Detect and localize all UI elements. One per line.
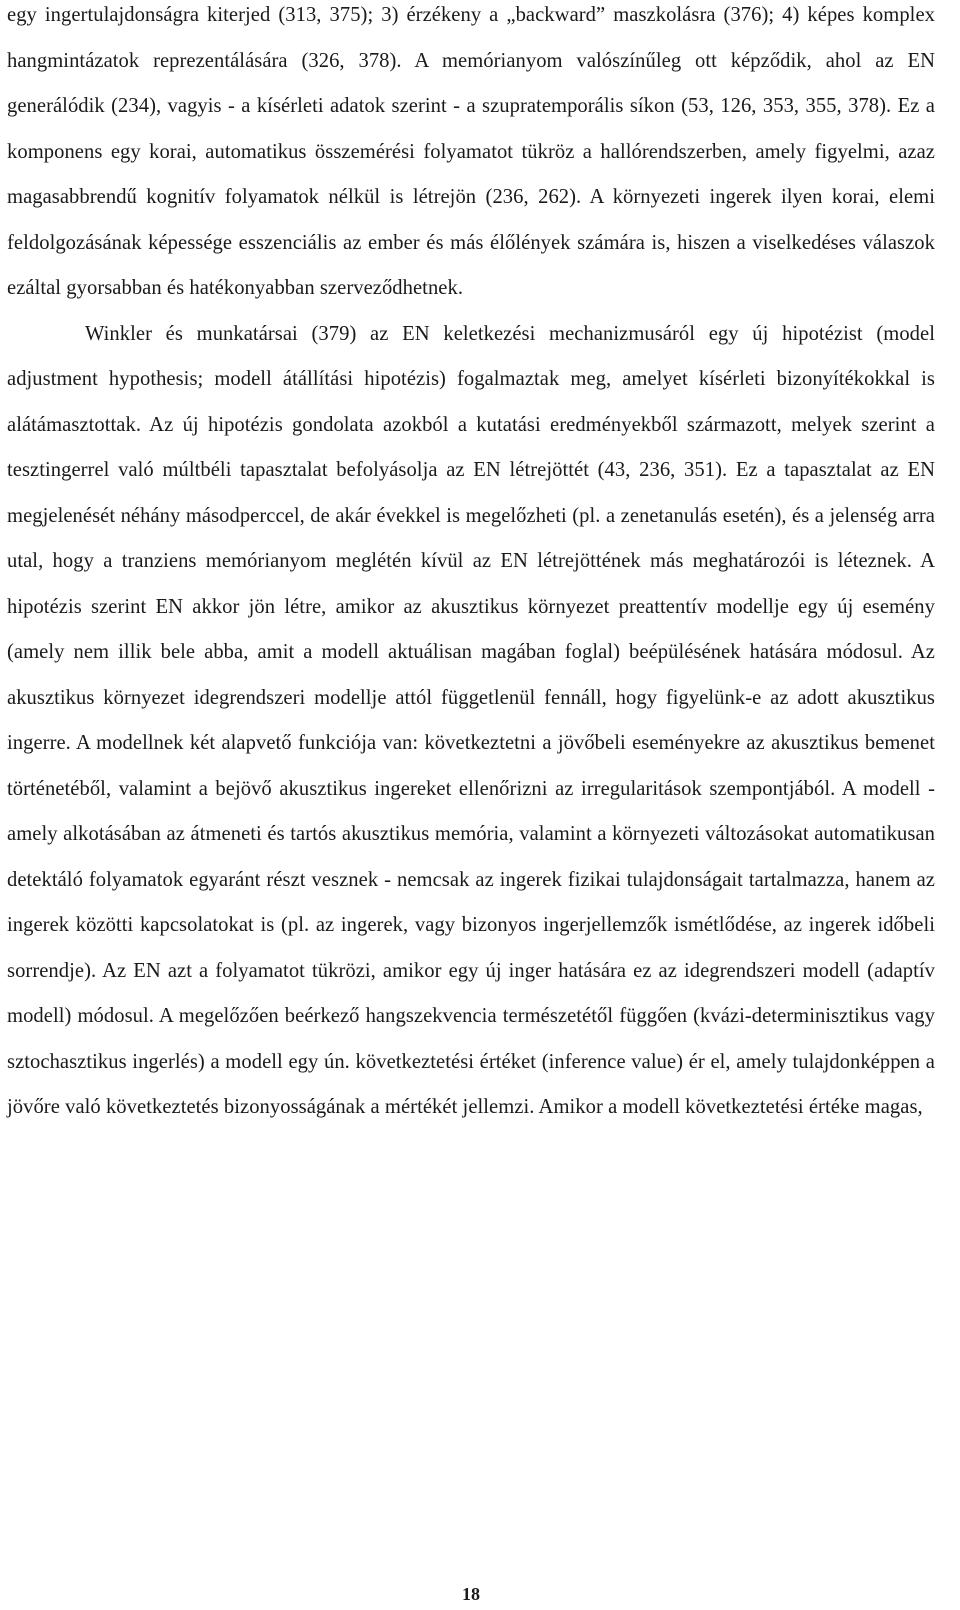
- body-paragraph-2: Winkler és munkatársai (379) az EN keletkezési mechanizmusáról egy új hipotézist (model adjustment hypothesis; modell átállítási hipotézis) fogalmaztak meg, amelyet kísérleti bizonyítékokkal is alátámasztottak. Az új hipotézis gondolata azokból a kutatási eredményekből származott, melyek szerint a tesztingerrel való múltbéli tapasztalat befolyásolja az EN létrejöttét (43, 236, 351). Ez a tapasztalat az EN megjelenését néhány másodperccel, de akár évekkel is megelőzheti (pl. a zenetanulás esetén), és a jelenség arra utal, hogy a tranziens memórianyom meglétén kívül az EN létrejöttének más meghatározói is léteznek. A hipotézis szerint EN akkor jön létre, amikor az akusztikus környezet preattentív modellje egy új esemény (amely nem illik bele abba, amit a modell aktuálisan magában foglal) beépülésének hatására módosul. Az akusztikus környezet idegrendszeri modellje attól függetlenül fennáll, hogy figyelünk-e az adott akusztikus ingerre. A modellnek két alapvető funkciója van: következtetni a jövőbeli eseményekre az akusztikus bemenet történetéből, valamint a bejövő akusztikus ingereket ellenőrizni az irregularitások szempontjából. A modell - amely alkotásában az átmeneti és tartós akusztikus memória, valamint a környezeti változásokat automatikusan detektáló folyamatok egyaránt részt vesznek - nemcsak az ingerek fizikai tulajdonságait tartalmazza, hanem az ingerek közötti kapcsolatokat is (pl. az ingerek, vagy bizonyos ingerjellemzők ismétlődése, az ingerek időbeli sorrendje). Az EN azt a folyamatot tükrözi, amikor egy új inger hatására ez az idegrendszeri modell (adaptív modell) módosul. A megelőzően beérkező hangszekvencia természetétől függően (kvázi-determinisztikus vagy sztochasztikus ingerlés) a modell egy ún. következtetési értéket (inference value) ér el, amely tulajdonképpen a jövőre való következtetés bizonyosságának a mértékét jellemzi. Amikor a modell következtetési értéke magas,: [7, 322, 935, 1118]
- body-paragraph-1: egy ingertulajdonságra kiterjed (313, 375); 3) érzékeny a „backward” maszkolásra (376); 4) képes komplex hangmintázatok reprezentálására (326, 378). A memórianyom valószínűleg ott képződik, ahol az EN generálódik (234), vagyis - a kísérleti adatok szerint - a szupratemporális síkon (53, 126, 353, 355, 378). Ez a komponens egy korai, automatikus összemérési folyamatot tükröz a hallórendszerben, amely figyelmi, azaz magasabbrendű kognitív folyamatok nélkül is létrejön (236, 262). A környezeti ingerek ilyen korai, elemi feldolgozásának képessége esszenciális az ember és más élőlények számára is, hiszen a viselkedéses válaszok ezáltal gyorsabban és hatékonyabban szerveződhetnek.: [7, 4, 935, 299]
- document-page: [7, 0, 935, 1610]
- page-number: 18: [462, 1584, 480, 1604]
